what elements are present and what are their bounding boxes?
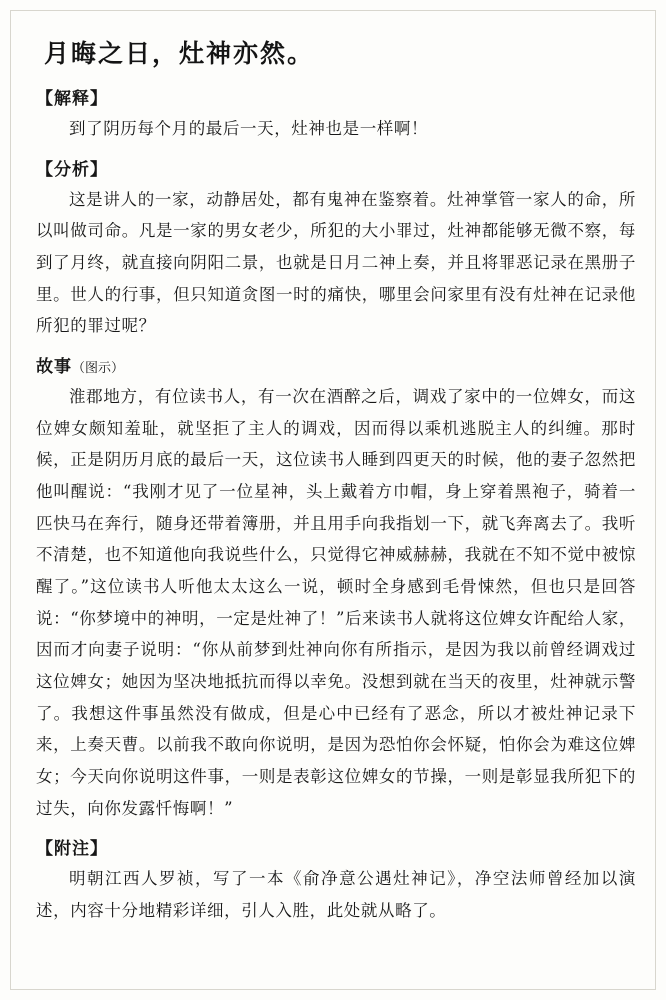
section-heading-analysis: 【分析】 [36,159,108,180]
page-title: 月晦之日，灶神亦然。 [44,39,315,68]
section-heading-story [36,352,636,377]
paragraph-analysis: 这是讲人的一家，动静居处，都有鬼神在鉴察着。灶神掌管一家人的命，所以叫做司命。凡是一家的男女老少，所犯的大小罪过，灶神都能够无微不察，每到了月终，就直接向阴阳二景，也就是日月二神上奏，并且将罪恶记录在黑册子里。世人的行事，但只知道贪图一时的痛快，哪里会问家里有没有灶神在记录他所犯的罪过呢？ [36,189,636,336]
paragraph-appendix: 明朝江西人罗祯，写了一本《俞净意公遇灶神记》，净空法师曾经加以演述，内容十分地精彩详细，引人入胜，此处就从略了。 [36,869,636,921]
section-heading-story-note: （图示） [72,361,125,377]
section-heading-story-label: 故事 [36,357,72,378]
document-content [36,34,636,927]
section-heading-appendix: 【附注】 [36,839,108,860]
section-heading-explanation: 【解释】 [36,89,108,109]
paragraph-story: 淮郡地方，有位读书人，有一次在酒醉之后，调戏了家中的一位婢女，而这位婢女颇知羞耻，就坚拒了主人的调戏，因而得以乘机逃脱主人的纠缠。那时候，正是阴历月底的最后一天，这位读书人睡到四更天的时候，他的妻子忽然把他叫醒说：“我刚才见了一位星神，头上戴着方巾帽，身上穿着黑袍子，骑着一匹快马在奔行，随身还带着簿册，并且用手向我指划一下，就飞奔离去了。我听不清楚，也不知道他向我说些什么，只觉得它神威赫赫，我就在不知不觉中被惊醒了。”这位读书人听他太太这么一说，顿时全身感到毛骨悚然，但也只是回答说：“你梦境中的神明，一定是灶神了！”后来读书人就将这位婢女许配给人家，因而才向妻子说明：“你从前梦到灶神向你有所指示，是因为我以前曾经调戏过这位婢女；她因为坚决地抵抗而得以幸免。没想到就在当天的夜里，灶神就示警了。我想这件事虽然没有做成，但是心中已经有了恶念，所以才被灶神记录下来，上奏天曹。以前我不敢向你说明，是因为恐怕你会怀疑，怕你会为难这位婢女；今天向你说明这件事，一则是表彰这位婢女的节操，一则是彰显我所犯下的过失，向你发露忏悔啊！” [36,387,636,818]
paragraph-explanation: 到了阴历每个月的最后一天，灶神也是一样啊！ [69,119,429,138]
